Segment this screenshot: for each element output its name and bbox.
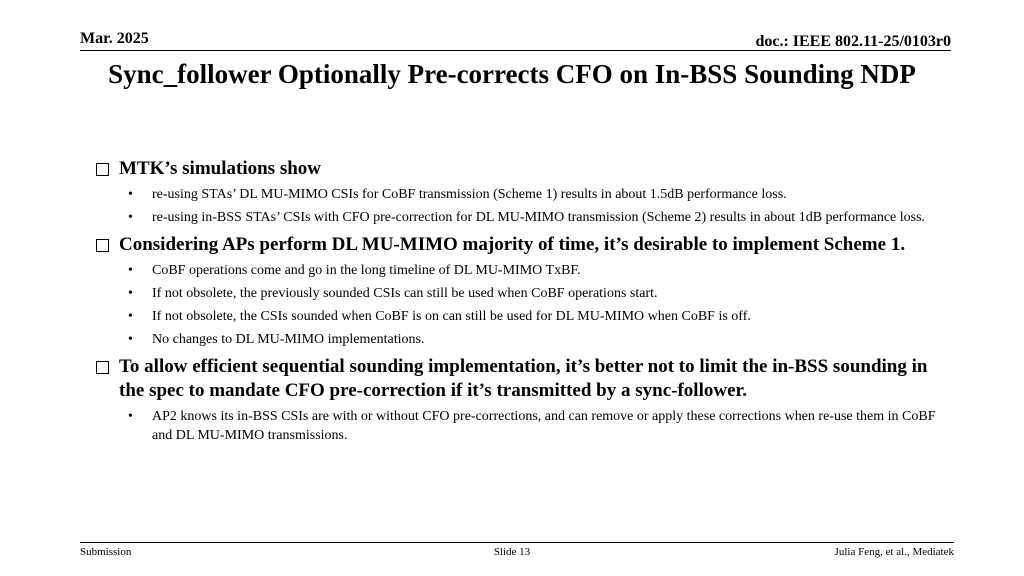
list-item	[128, 407, 956, 445]
section-heading	[96, 233, 956, 257]
list-item-text: If not obsolete, the previously sounded CSIs can still be used when CoBF operations start.	[152, 286, 658, 301]
bullet-list	[96, 261, 956, 349]
header-date: Mar. 2025	[80, 30, 149, 47]
bullet-list	[96, 407, 956, 445]
section-heading-text: Considering APs perform DL MU-MIMO majority of time, it’s desirable to implement Scheme 1.	[119, 234, 906, 255]
footer-submission: Submission	[80, 546, 132, 558]
section-heading	[96, 157, 956, 181]
list-item	[128, 208, 956, 227]
bullet-dot-icon: •	[128, 210, 133, 225]
list-item	[128, 284, 956, 303]
list-item-text: No changes to DL MU-MIMO implementations.	[152, 332, 425, 347]
section-heading-text: MTK’s simulations show	[119, 158, 321, 179]
list-item-text: re-using in-BSS STAs’ CSIs with CFO pre-correction for DL MU-MIMO transmission (Scheme 2) results in about 1dB performance loss.	[152, 210, 926, 225]
list-item	[128, 330, 956, 349]
checkbox-bullet-icon	[96, 239, 109, 252]
slide-content	[96, 157, 956, 451]
bullet-list	[96, 185, 956, 227]
header-doc-id: doc.: IEEE 802.11-25/0103r0	[755, 33, 951, 50]
list-item-text: If not obsolete, the CSIs sounded when CoBF is on can still be used for DL MU-MIMO when CoBF is off.	[152, 309, 751, 324]
list-item	[128, 261, 956, 280]
list-item-text: CoBF operations come and go in the long timeline of DL MU-MIMO TxBF.	[152, 263, 581, 278]
bullet-dot-icon: •	[128, 187, 133, 202]
list-item	[128, 185, 956, 204]
bullet-dot-icon: •	[128, 409, 133, 424]
bullet-dot-icon: •	[128, 286, 133, 301]
bullet-dot-icon: •	[128, 332, 133, 347]
header-divider	[80, 50, 951, 51]
footer-authors: Julia Feng, et al., Mediatek	[834, 546, 954, 558]
list-item-text: AP2 knows its in-BSS CSIs are with or without CFO pre-corrections, and can remove or apply these corrections when re-use them in CoBF and DL MU-MIMO transmissions.	[152, 409, 936, 443]
checkbox-bullet-icon	[96, 361, 109, 374]
list-item	[128, 307, 956, 326]
footer-slide-number: Slide 13	[493, 546, 531, 558]
section-heading	[96, 355, 956, 403]
list-item-text: re-using STAs’ DL MU-MIMO CSIs for CoBF transmission (Scheme 1) results in about 1.5dB performance loss.	[152, 187, 787, 202]
bullet-dot-icon: •	[128, 263, 133, 278]
section-heading-text: To allow efficient sequential sounding implementation, it’s better not to limit the in-BSS sounding in the spec to mandate CFO pre-correction if it’s transmitted by a sync-follower.	[119, 356, 928, 401]
bullet-dot-icon: •	[128, 309, 133, 324]
slide-title: Sync_follower Optionally Pre-corrects CFO on In-BSS Sounding NDP	[108, 59, 916, 89]
checkbox-bullet-icon	[96, 163, 109, 176]
footer-divider	[80, 542, 954, 543]
